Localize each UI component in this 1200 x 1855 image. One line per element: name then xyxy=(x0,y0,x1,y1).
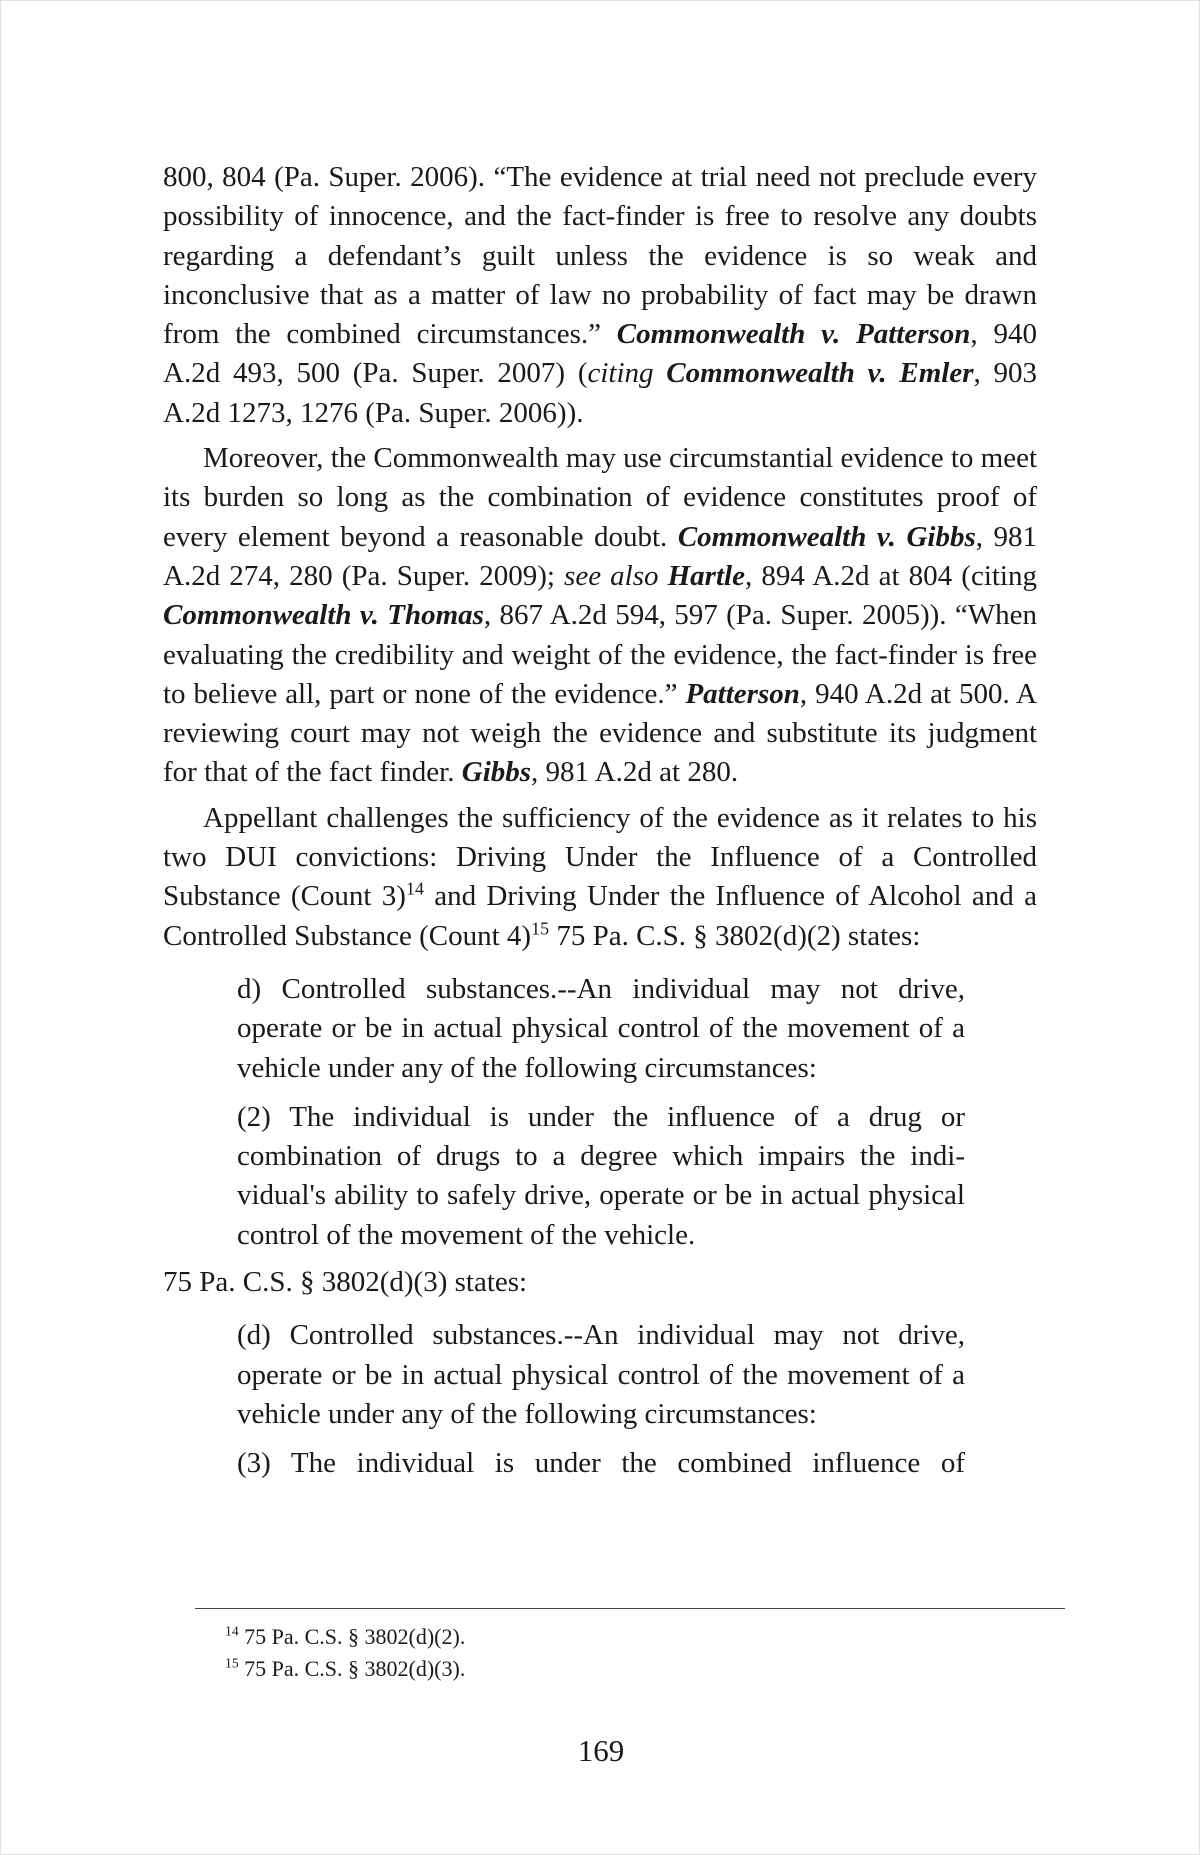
footnote-14 xyxy=(225,1621,465,1653)
block-quote-1a: d) Controlled substances.--An individual may not drive, operate or be in actual physical control of the movement of a vehicle under any of the following circumstances: xyxy=(237,972,965,1084)
text-run: , 940 A.2d at 500. A reviewing court may not weigh the evidence and substitute its judgment for that of the fact finder. xyxy=(163,677,1037,789)
text-run: , 940 A.2d 493, 500 (Pa. Super. 2007) ( xyxy=(163,318,1037,390)
case-name: Hartle xyxy=(667,559,745,592)
footnote-text: 75 Pa. C.S. § 3802(d)(2). xyxy=(238,1624,466,1649)
page-number: 169 xyxy=(577,1733,625,1768)
case-name: Commonwealth v. Patterson xyxy=(616,318,971,351)
block-quote-1b: (2) The individual is under the influence of a drug or combination of drugs to a degree which impairs the individual's ability to safely drive, operate or be in actual physical control of the movement of the vehicle. xyxy=(237,1100,965,1251)
text-run: and Driving Under the Influence of Alcohol and a Controlled Substance (Count 4) xyxy=(163,880,1037,952)
text-run xyxy=(654,357,667,389)
footnote-15 xyxy=(225,1653,465,1685)
footnote-divider xyxy=(195,1608,1065,1609)
text-run: , 894 A.2d at 804 (citing xyxy=(744,559,1037,592)
text-run xyxy=(659,560,668,592)
signal-citing: citing xyxy=(587,357,654,390)
text-run: 75 Pa. C.S. § 3802(d)(2) states: xyxy=(549,919,921,952)
text-run: , 903 A.2d 1273, 1276 (Pa. Super. 2006)). xyxy=(163,357,1038,429)
text-run: Moreover, the Commonwealth may use circumstantial evidence to meet its burden so long as the combination of evidence constitutes proof of every element beyond a reasonable doubt. xyxy=(163,442,1037,553)
case-name: Commonwealth v. Thomas xyxy=(163,599,484,632)
text-run: , 867 A.2d 594, 597 (Pa. Super. 2005)). “When evaluating the credibility and weight of the evidence, the fact-finder is free to believe all, part or none of the evidence.” xyxy=(163,599,1037,710)
footnote-ref-15[interactable]: 15 xyxy=(531,917,550,938)
footnote-number: 15 xyxy=(225,1655,239,1671)
statute-lead-in: 75 Pa. C.S. § 3802(d)(3) states: xyxy=(163,1266,528,1299)
case-name: Commonwealth v. Gibbs xyxy=(677,520,976,553)
text-run: , 981 A.2d at 280. xyxy=(531,756,739,789)
footnote-ref-14[interactable]: 14 xyxy=(405,878,424,899)
paragraph-3 xyxy=(163,799,1037,956)
text-run: Appellant challenges the sufficiency of the evidence as it relates to his two DUI convictions: Driving Under the Influence of a Controlled Substance (Count 3) xyxy=(163,801,1037,913)
block-quote-2b: (3) The individual is under the combined influence of xyxy=(237,1447,965,1480)
text-run: , 981 A.2d 274, 280 (Pa. Super. 2009); xyxy=(163,520,1037,592)
case-name: Gibbs xyxy=(461,756,532,789)
paragraph-1 xyxy=(163,158,1037,433)
paragraph-2 xyxy=(163,439,1037,793)
block-quote-2a: (d) Controlled substances.--An individual may not drive, operate or be in actual physical control of the movement of a vehicle under any of the following circumstances: xyxy=(237,1319,965,1430)
case-name: Patterson xyxy=(685,677,800,710)
footnote-number: 14 xyxy=(225,1623,239,1639)
case-name: Commonwealth v. Emler xyxy=(666,357,974,390)
signal-see-also: see also xyxy=(564,559,659,592)
footnotes xyxy=(225,1621,465,1685)
body-text xyxy=(163,158,1037,1484)
footnote-text: 75 Pa. C.S. § 3802(d)(3). xyxy=(238,1656,466,1681)
text-run: 800, 804 (Pa. Super. 2006). “The evidence at trial need not preclude every possibility of innocence, and the fact-finder is free to resolve any doubts regarding a defendant’s guilt unless the evidence is so weak and inconclusive that as a matter of law no probability of fact may be drawn from the combined circumstances.” xyxy=(163,161,1037,351)
